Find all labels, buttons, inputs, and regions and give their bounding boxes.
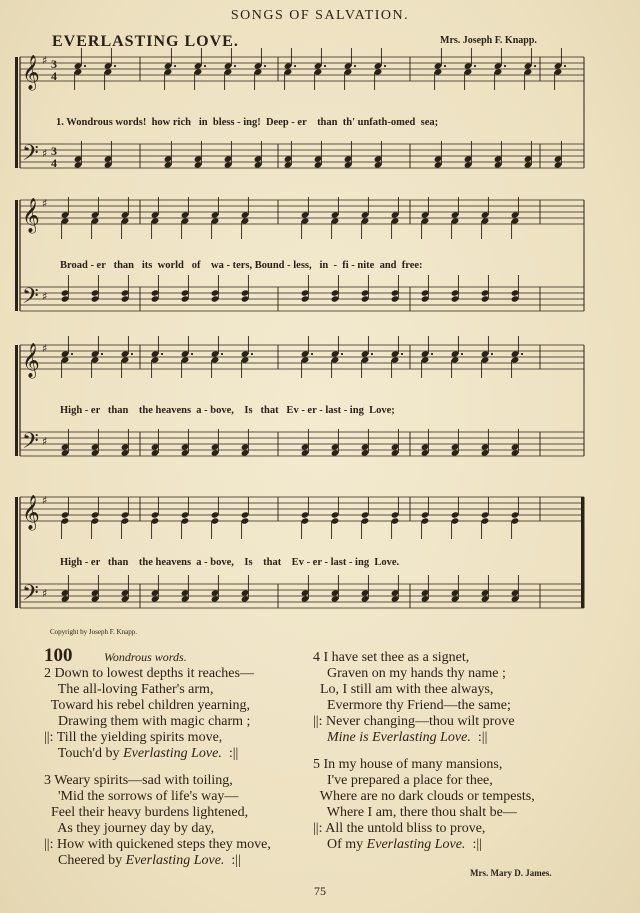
verse-line: Of my Everlasting Love. :|| — [313, 837, 482, 853]
verse-line: ||: Never changing—thou wilt prove — [313, 714, 515, 730]
dot-icon — [371, 353, 373, 355]
verse-line: As they journey day by day, — [44, 820, 215, 836]
hymn-subtitle: Wondrous words. — [104, 650, 187, 664]
hymn-title: EVERLASTING LOVE. — [52, 33, 239, 50]
verses-left-column — [44, 666, 271, 869]
verse-line: 4 I have set thee as a signet, — [313, 650, 470, 665]
copyright-notice: Copyright by Joseph F. Knapp. — [50, 628, 137, 636]
dot-icon — [251, 353, 253, 355]
verses-right-column — [313, 650, 535, 853]
system-bracket — [15, 200, 18, 311]
bass-clef-icon: 𝄢 — [22, 141, 39, 171]
dot-icon — [474, 65, 476, 67]
dot-icon — [221, 353, 223, 355]
dot-icon — [354, 65, 356, 67]
dot-icon — [161, 353, 163, 355]
dot-icon — [101, 353, 103, 355]
verse-line: ||: How with quickened steps they move, — [44, 836, 271, 852]
verse-line: Cheered by Everlasting Love. :|| — [44, 853, 241, 869]
dot-icon — [191, 353, 193, 355]
running-title: SONGS OF SALVATION. — [230, 8, 410, 23]
time-signature: 4 — [51, 69, 57, 83]
dot-icon — [431, 353, 433, 355]
hymn-number: 100 — [44, 645, 73, 666]
dot-icon — [564, 65, 566, 67]
dot-icon — [234, 65, 236, 67]
final-double-barline — [581, 497, 584, 608]
treble-clef-icon: 𝄞 — [22, 343, 40, 378]
dot-icon — [521, 353, 523, 355]
sharp-icon: ♯ — [42, 54, 48, 67]
system-bracket — [15, 345, 18, 456]
treble-clef-icon: 𝄞 — [22, 198, 40, 233]
dot-icon — [114, 65, 116, 67]
sharp-icon: ♯ — [42, 147, 48, 160]
dot-icon — [311, 353, 313, 355]
lyric-line-4: High - er than the heavens a - bove, Is that Ev - er - last - ing Love. — [60, 557, 400, 568]
verse-line: Graven on my hands thy name ; — [313, 666, 506, 682]
verse-line: 2 Down to lowest depths it reaches— — [44, 666, 254, 681]
verse-line: Touch'd by Everlasting Love. :|| — [44, 746, 239, 762]
verse-line: 3 Weary spirits—sad with toiling, — [44, 772, 233, 788]
verse-line: The all-loving Father's arm, — [44, 682, 214, 698]
verse-gap — [44, 763, 271, 773]
lyric-line-2: Broad - er than its world of wa - ters, Bound - less, in - fi - nite and free: — [60, 260, 423, 271]
bass-clef-icon: 𝄢 — [22, 581, 39, 611]
dot-icon — [324, 65, 326, 67]
verse-line: Mine is Everlasting Love. :|| — [327, 730, 488, 746]
verse-line: I've prepared a place for thee, — [313, 772, 493, 788]
lyric-line-3: High - er than the heavens a - bove, Is that Ev - er - last - ing Love; — [60, 405, 395, 416]
time-signature: 3 — [51, 144, 57, 158]
bass-clef-icon: 𝄢 — [22, 284, 39, 314]
dot-icon — [444, 65, 446, 67]
dot-icon — [264, 65, 266, 67]
verse-line: ||: Till the yielding spirits move, — [44, 730, 223, 746]
verse-line: Where I am, there thou shalt be— — [313, 804, 517, 820]
lyricist-credit: Mrs. Mary D. James. — [470, 868, 552, 878]
system-bracket — [15, 57, 18, 168]
verse-line: Evermore thy Friend—the same; — [313, 698, 511, 714]
sharp-icon: ♯ — [42, 435, 48, 448]
verse-line: Lo, I still am with thee always, — [313, 682, 494, 698]
dot-icon — [401, 353, 403, 355]
dot-icon — [71, 353, 73, 355]
dot-icon — [461, 353, 463, 355]
dot-icon — [174, 65, 176, 67]
sharp-icon: ♯ — [42, 342, 48, 355]
dot-icon — [131, 353, 133, 355]
verse-line: Drawing them with magic charm ; — [44, 714, 251, 730]
dot-icon — [491, 353, 493, 355]
composer-credit: Mrs. Joseph F. Knapp. — [440, 35, 537, 46]
verse-line: Feel their heavy burdens lightened, — [44, 804, 249, 820]
verse-gap — [313, 747, 535, 757]
treble-clef-icon: 𝄞 — [22, 55, 40, 90]
verse-line: Toward his rebel children yearning, — [44, 698, 250, 714]
dot-icon — [341, 353, 343, 355]
verse-line: 'Mid the sorrows of life's way— — [44, 788, 239, 804]
time-signature: 4 — [51, 156, 57, 170]
lyric-line-1: 1. Wondrous words! how rich in bless - ing! Deep - er than th' unfath-omed sea; — [56, 117, 439, 128]
dot-icon — [504, 65, 506, 67]
verse-line: Where are no dark clouds or tempests, — [313, 788, 535, 804]
page-number: 75 — [314, 884, 326, 898]
system-bracket — [15, 497, 18, 608]
dot-icon — [534, 65, 536, 67]
dot-icon — [294, 65, 296, 67]
bass-clef-icon: 𝄢 — [22, 429, 39, 459]
dot-icon — [204, 65, 206, 67]
dot-icon — [84, 65, 86, 67]
sharp-icon: ♯ — [42, 290, 48, 303]
sharp-icon: ♯ — [42, 197, 48, 210]
sharp-icon: ♯ — [42, 587, 48, 600]
dot-icon — [384, 65, 386, 67]
verse-line: ||: All the untold bliss to prove, — [313, 820, 486, 836]
treble-clef-icon: 𝄞 — [22, 495, 40, 530]
time-signature: 3 — [51, 57, 57, 71]
verse-line: 5 In my house of many mansions, — [313, 756, 503, 772]
sharp-icon: ♯ — [42, 494, 48, 507]
